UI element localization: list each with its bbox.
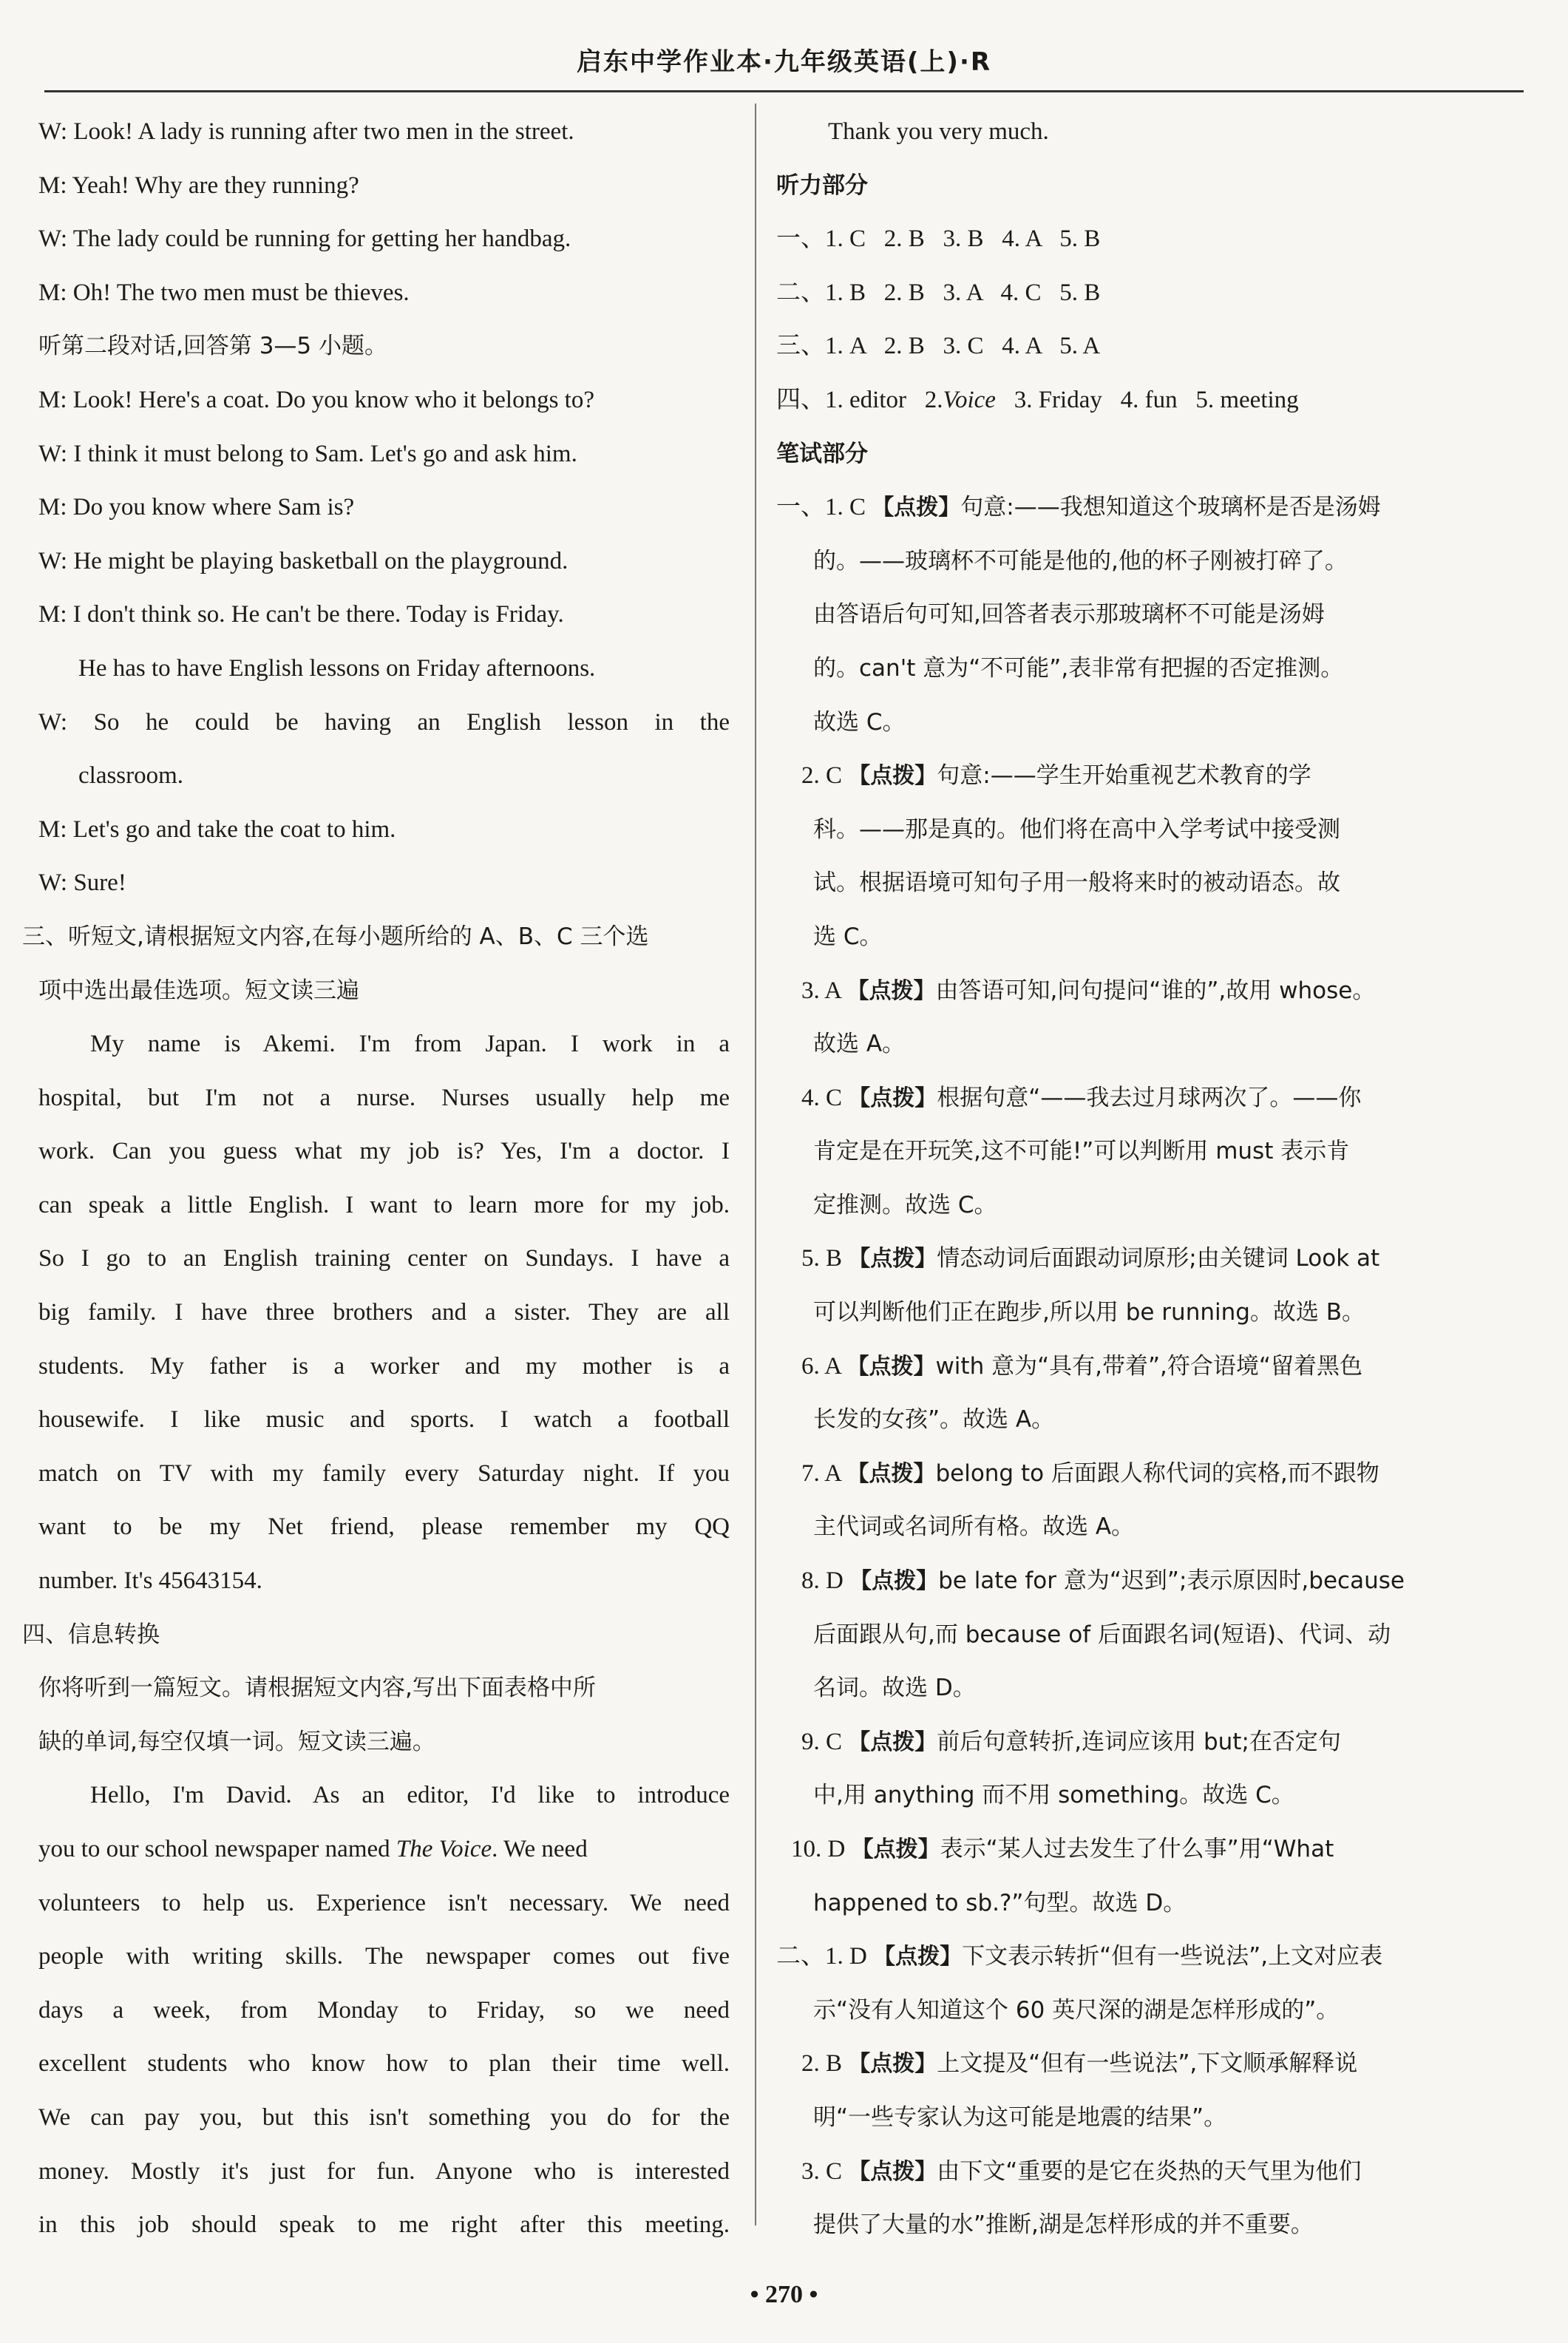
answer-item: 2. B 【点拨】上文提及“但有一些说法”,下文顺承解释说 [801, 2050, 1358, 2078]
explanation-line: 可以判断他们正在跑步,所以用 be running。故选 B。 [813, 1299, 1365, 1326]
hint-tag: 【点拨】 [872, 495, 961, 521]
dialogue-line: classroom. [78, 762, 184, 790]
explanation-line: 的。can't 意为“不可能”,表非常有把握的否定推测。 [813, 654, 1344, 682]
explanation-line: 主代词或名词所有格。故选 A。 [813, 1513, 1135, 1541]
explanation-line: 故选 C。 [813, 708, 906, 736]
explanation-line: 后面跟从句,而 because of 后面跟名词(短语)、代词、动 [813, 1621, 1391, 1648]
answer-item: 8. D 【点拨】be late for 意为“迟到”;表示原因时,because [801, 1567, 1405, 1595]
dialogue-line: M: I don't think so. He can't be there. Today is Friday. [38, 601, 564, 628]
answer-line: 四、1. editor 2.Voice 3. Friday 4. fun 5. meeting [776, 386, 1299, 413]
answer-item: 二、1. D 【点拨】下文表示转折“但有一些说法”,上文对应表 [776, 1943, 1383, 1970]
answer-item: 4. C 【点拨】根据句意“——我去过月球两次了。——你 [801, 1084, 1362, 1111]
explanation-line: 明“一些专家认为这可能是地震的结果”。 [813, 2103, 1227, 2131]
passage-line: My name is Akemi. I'm from Japan. I work in a [90, 1031, 730, 1058]
dialogue-line: M: Look! Here's a coat. Do you know who it belongs to? [38, 386, 594, 413]
header-rule [44, 90, 1524, 92]
dialogue-line: W: Sure! [38, 869, 126, 897]
passage-line: hospital, but I'm not a nurse. Nurses usually help me [38, 1084, 730, 1111]
explanation-line: 中,用 anything 而不用 something。故选 C。 [813, 1782, 1294, 1809]
passage-line: excellent students who know how to plan their time well. [38, 2050, 730, 2078]
explanation-line: happened to sb.?”句型。故选 D。 [813, 1889, 1187, 1916]
explanation-line: 故选 A。 [813, 1031, 906, 1058]
passage-line: in this job should speak to me right after this meeting. [38, 2211, 730, 2239]
answer-item: 2. C 【点拨】句意:——学生开始重视艺术教育的学 [801, 762, 1311, 790]
explanation-line: 科。——那是真的。他们将在高中入学考试中接受测 [813, 816, 1340, 843]
passage-line: So I go to an English training center on Sundays. I have a [38, 1245, 730, 1272]
dialogue-line: M: Let's go and take the coat to him. [38, 816, 396, 843]
newspaper-title: The Voice [396, 1836, 492, 1862]
section-heading: 项中选出最佳选项。短文读三遍 [38, 977, 359, 1004]
section-heading: 三、听短文,请根据短文内容,在每小题所给的 A、B、C 三个选 [22, 923, 649, 950]
passage-line: number. It's 45643154. [38, 1567, 262, 1595]
passage-line: housewife. I like music and sports. I watch a football [38, 1406, 730, 1434]
passage-line: you to our school newspaper named The Voice. We need [38, 1836, 588, 1862]
passage-line: people with writing skills. The newspaper comes out five [38, 1943, 730, 1970]
passage-line: big family. I have three brothers and a sister. They are all [38, 1299, 730, 1326]
answer-item: 5. B 【点拨】情态动词后面跟动词原形;由关键词 Look at [801, 1245, 1380, 1272]
explanation-line: 由答语后句可知,回答者表示那玻璃杯不可能是汤姆 [813, 601, 1325, 628]
explanation-line: 提供了大量的水”推断,湖是怎样形成的并不重要。 [813, 2211, 1314, 2239]
dialogue-line: M: Do you know where Sam is? [38, 494, 355, 521]
answer-item: 10. D 【点拨】表示“某人过去发生了什么事”用“What [791, 1836, 1334, 1862]
section-heading-written: 笔试部分 [776, 440, 868, 467]
dialogue-line: W: The lady could be running for getting her handbag. [38, 226, 571, 253]
dialogue-line: M: Oh! The two men must be thieves. [38, 279, 410, 306]
explanation-line: 长发的女孩”。故选 A。 [813, 1406, 1055, 1434]
passage-line: work. Can you guess what my job is? Yes, I'm a doctor. I [38, 1138, 730, 1165]
passage-line: can speak a little English. I want to learn more for my job. [38, 1191, 730, 1218]
explanation-line: 选 C。 [813, 923, 883, 950]
dialogue-line: He has to have English lessons on Friday afternoons. [78, 654, 596, 682]
answer-item: 3. C 【点拨】由下文“重要的是它在炎热的天气里为他们 [801, 2157, 1362, 2185]
answer-item: 3. A 【点拨】由答语可知,问句提问“谁的”,故用 whose。 [801, 977, 1376, 1004]
answer-item: 一、1. C 【点拨】句意:——我想知道这个玻璃杯是否是汤姆 [776, 494, 1381, 521]
page-header: 启东中学作业本·九年级英语(上)·R [576, 47, 992, 77]
answer-item: 9. C 【点拨】前后句意转折,连词应该用 but;在否定句 [801, 1728, 1341, 1755]
passage-line: money. Mostly it's just for fun. Anyone who is interested [38, 2157, 730, 2185]
instruction-line: 缺的单词,每空仅填一词。短文读三遍。 [38, 1728, 435, 1755]
column-divider [755, 104, 756, 2225]
explanation-line: 示“没有人知道这个 60 英尺深的湖是怎样形成的”。 [813, 1996, 1340, 2024]
page-number: • 270 • [750, 2281, 818, 2308]
passage-line: students. My father is a worker and my mother is a [38, 1352, 730, 1380]
answer-item: 6. A 【点拨】with 意为“具有,带着”,符合语境“留着黑色 [801, 1352, 1362, 1380]
dialogue-line: W: He might be playing basketball on the playground. [38, 547, 569, 574]
dialogue-line: W: So he could be having an English lesson in the [38, 708, 730, 736]
explanation-line: 名词。故选 D。 [813, 1675, 976, 1702]
passage-line: volunteers to help us. Experience isn't necessary. We need [38, 1889, 730, 1916]
dialogue-line: M: Yeah! Why are they running? [38, 172, 359, 199]
section-heading-listening: 听力部分 [776, 172, 868, 199]
answer-line: 三、1. A 2. B 3. C 4. A 5. A [776, 333, 1101, 360]
explanation-line: 试。根据语境可知句子用一般将来时的被动语态。故 [813, 869, 1340, 897]
explanation-line: 定推测。故选 C。 [813, 1191, 997, 1218]
instruction-line: 你将听到一篇短文。请根据短文内容,写出下面表格中所 [38, 1675, 596, 1702]
dialogue-line: W: I think it must belong to Sam. Let's go and ask him. [38, 440, 577, 467]
passage-line: match on TV with my family every Saturday night. If you [38, 1459, 730, 1487]
dialogue-line: W: Look! A lady is running after two men in the street. [38, 118, 574, 145]
right-column [776, 105, 1464, 2252]
answer-line: 二、1. B 2. B 3. A 4. C 5. B [776, 279, 1101, 306]
instruction-line: 听第二段对话,回答第 3—5 小题。 [38, 333, 388, 360]
answer-line: 一、1. C 2. B 3. B 4. A 5. B [776, 226, 1101, 253]
explanation-line: 的。——玻璃杯不可能是他的,他的杯子刚被打碎了。 [813, 547, 1348, 574]
answer-item: 7. A 【点拨】belong to 后面跟人称代词的宾格,而不跟物 [801, 1459, 1379, 1487]
passage-line: We can pay you, but this isn't something you do for the [38, 2103, 730, 2131]
passage-line: days a week, from Monday to Friday, so we need [38, 1996, 730, 2024]
explanation-line: 肯定是在开玩笑,这不可能!”可以判断用 must 表示肯 [813, 1138, 1350, 1165]
left-column [22, 105, 730, 2252]
passage-line: Hello, I'm David. As an editor, I'd like to introduce [90, 1782, 730, 1809]
passage-line: Thank you very much. [828, 118, 1049, 145]
passage-line: want to be my Net friend, please remember my QQ [38, 1513, 730, 1541]
section-heading: 四、信息转换 [22, 1621, 160, 1648]
